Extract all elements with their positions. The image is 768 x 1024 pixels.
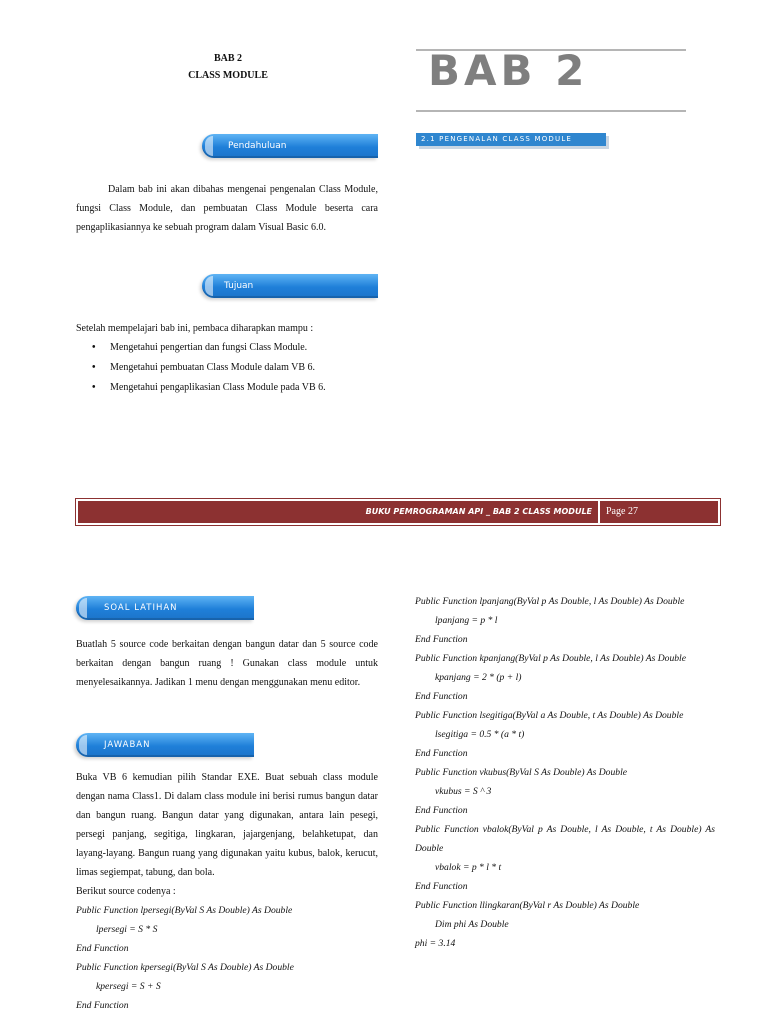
code-line: End Function <box>415 634 468 645</box>
code-line: Public Function kpersegi(ByVal S As Double) As Double <box>76 962 294 973</box>
code-line: End Function <box>415 881 468 892</box>
code-block-left <box>76 901 378 1015</box>
tujuan-banner <box>202 274 378 298</box>
list-item: • Mengetahui pengaplikasian Class Module pada VB 6. <box>76 378 396 398</box>
code-line: End Function <box>76 1000 129 1011</box>
footer-title: BUKU PEMROGRAMAN API _ BAB 2 CLASS MODULE <box>365 507 592 516</box>
code-line: End Function <box>415 805 468 816</box>
section-heading: 2.1 PENGENALAN CLASS MODULE <box>416 133 606 146</box>
code-line: kpanjang = 2 * (p + l) <box>435 672 522 683</box>
code-line: lpersegi = S * S <box>96 924 158 935</box>
code-line: Public Function lpanjang(ByVal p As Double, l As Double) As Double <box>415 596 685 607</box>
code-line: Public Function lsegitiga(ByVal a As Double, t As Double) As Double <box>415 710 684 721</box>
jawaban-banner <box>76 733 254 757</box>
code-line: Public Function vbalok(ByVal p As Double, l As Double, t As Double) As Double <box>415 824 715 854</box>
code-line: End Function <box>415 691 468 702</box>
page-number: Page 27 <box>606 506 638 517</box>
jawaban-text: Buka VB 6 kemudian pilih Standar EXE. Buat sebuah class module dengan nama Class1. Di dalam class module ini berisi rumus bangun datar dan bangun ruang. Bangun datar yang digunakan, antara lain pesegi, persegi panjang, segitiga, lingkaran, jajargenjang, belahketupat, dan layang-layang. Bangun ruang yang digunakan yaitu kubus, balok, kerucut, limas segiempat, tabung, dan bola. <box>76 772 378 878</box>
code-line: Dim phi As Double <box>435 919 509 930</box>
soal-latihan-banner <box>76 596 254 620</box>
code-line: lpanjang = p * l <box>435 615 498 626</box>
chapter-label: BAB 2 <box>213 53 243 64</box>
pendahuluan-label: Pendahuluan <box>228 141 287 151</box>
goals-intro: Setelah mempelajari bab ini, pembaca diharapkan mampu : <box>76 323 314 334</box>
soal-text: Buatlah 5 source code berkaitan dengan bangun datar dan 5 source code berkaitan dengan bangun ruang ! Gunakan class module untuk menyelesaikannya. Jadikan 1 menu dengan menggunakan menu editor. <box>76 639 378 688</box>
code-line: vkubus = S ^ 3 <box>435 786 492 797</box>
code-line: lsegitiga = 0.5 * (a * t) <box>435 729 525 740</box>
code-line: Public Function llingkaran(ByVal r As Double) As Double <box>415 900 640 911</box>
code-line: Public Function kpanjang(ByVal p As Double, l As Double) As Double <box>415 653 686 664</box>
tujuan-label: Tujuan <box>224 281 254 291</box>
page-footer <box>76 499 720 525</box>
code-line: kpersegi = S + S <box>96 981 161 992</box>
list-item: • Mengetahui pengertian dan fungsi Class Module. <box>76 338 396 358</box>
chapter-title: BAB 2 <box>428 46 589 95</box>
goals-list <box>76 338 396 398</box>
jawaban-label: JAWABAN <box>104 740 151 750</box>
code-line: Public Function lpersegi(ByVal S As Double) As Double <box>76 905 293 916</box>
list-item: • Mengetahui pembuatan Class Module dalam VB 6. <box>76 358 396 378</box>
source-intro: Berikut source codenya : <box>76 886 176 897</box>
intro-paragraph: Dalam bab ini akan dibahas mengenai pengenalan Class Module, fungsi Class Module, dan pembuatan Class Module beserta cara pengaplikasiannya ke sebuah program dalam Visual Basic 6.0. <box>76 184 378 233</box>
code-line: End Function <box>415 748 468 759</box>
code-block-right <box>415 592 715 953</box>
code-line: Public Function vkubus(ByVal S As Double) As Double <box>415 767 627 778</box>
soal-latihan-label: SOAL LATIHAN <box>104 603 178 613</box>
title-rule-bottom <box>416 110 686 112</box>
code-line: End Function <box>76 943 129 954</box>
footer-divider <box>598 501 600 523</box>
chapter-subtitle: CLASS MODULE <box>188 70 268 81</box>
code-line: vbalok = p * l * t <box>435 862 502 873</box>
code-line: phi = 3.14 <box>415 938 456 949</box>
pendahuluan-banner <box>202 134 378 158</box>
